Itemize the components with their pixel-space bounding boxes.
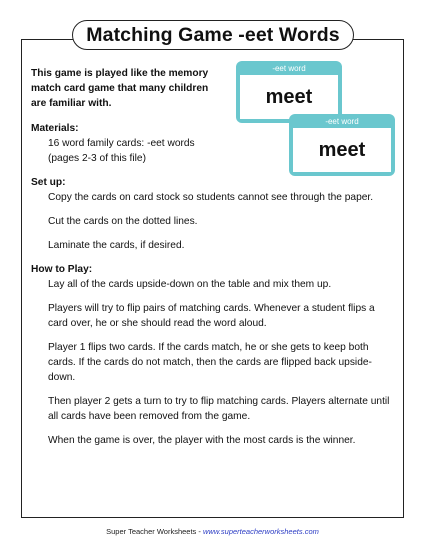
- instructions: [31, 66, 393, 448]
- setup-heading: Set up:: [31, 177, 66, 188]
- card-label: -eet word: [272, 64, 306, 73]
- setup-step: Copy the cards on card stock so students cannot see through the paper.: [48, 192, 374, 203]
- howto-step: Then player 2 gets a turn to try to flip matching cards. Players alternate until all cards have been removed from the game.: [48, 396, 390, 422]
- footer: [0, 527, 425, 536]
- howto-step: Players will try to flip pairs of matching cards. Whenever a student flips a card over, he or she should read the word aloud.: [48, 303, 375, 329]
- card-word: meet: [293, 128, 391, 172]
- materials-heading: Materials:: [31, 123, 79, 134]
- howto-step: Player 1 flips two cards. If the cards match, he or she gets to keep both cards. If the cards do not match, then the cards are flipped back upside-down.: [48, 342, 372, 383]
- materials-line: 16 word family cards: -eet words: [48, 138, 195, 149]
- card-label: -eet word: [325, 117, 359, 126]
- setup-step: Laminate the cards, if desired.: [48, 240, 185, 251]
- howto-step: When the game is over, the player with the most cards is the winner.: [48, 435, 356, 446]
- howto-heading: How to Play:: [31, 264, 93, 275]
- intro-text: This game is played like the memory match card game that many children are familiar with.: [31, 68, 209, 109]
- footer-link[interactable]: www.superteacherworksheets.com: [202, 527, 319, 536]
- footer-text: Super Teacher Worksheets -: [106, 527, 203, 536]
- setup-step: Cut the cards on the dotted lines.: [48, 216, 198, 227]
- materials-line: (pages 2-3 of this file): [48, 153, 146, 164]
- card-word: meet: [240, 75, 338, 119]
- howto-step: Lay all of the cards upside-down on the table and mix them up.: [48, 279, 332, 290]
- page-title: Matching Game -eet Words: [72, 20, 354, 50]
